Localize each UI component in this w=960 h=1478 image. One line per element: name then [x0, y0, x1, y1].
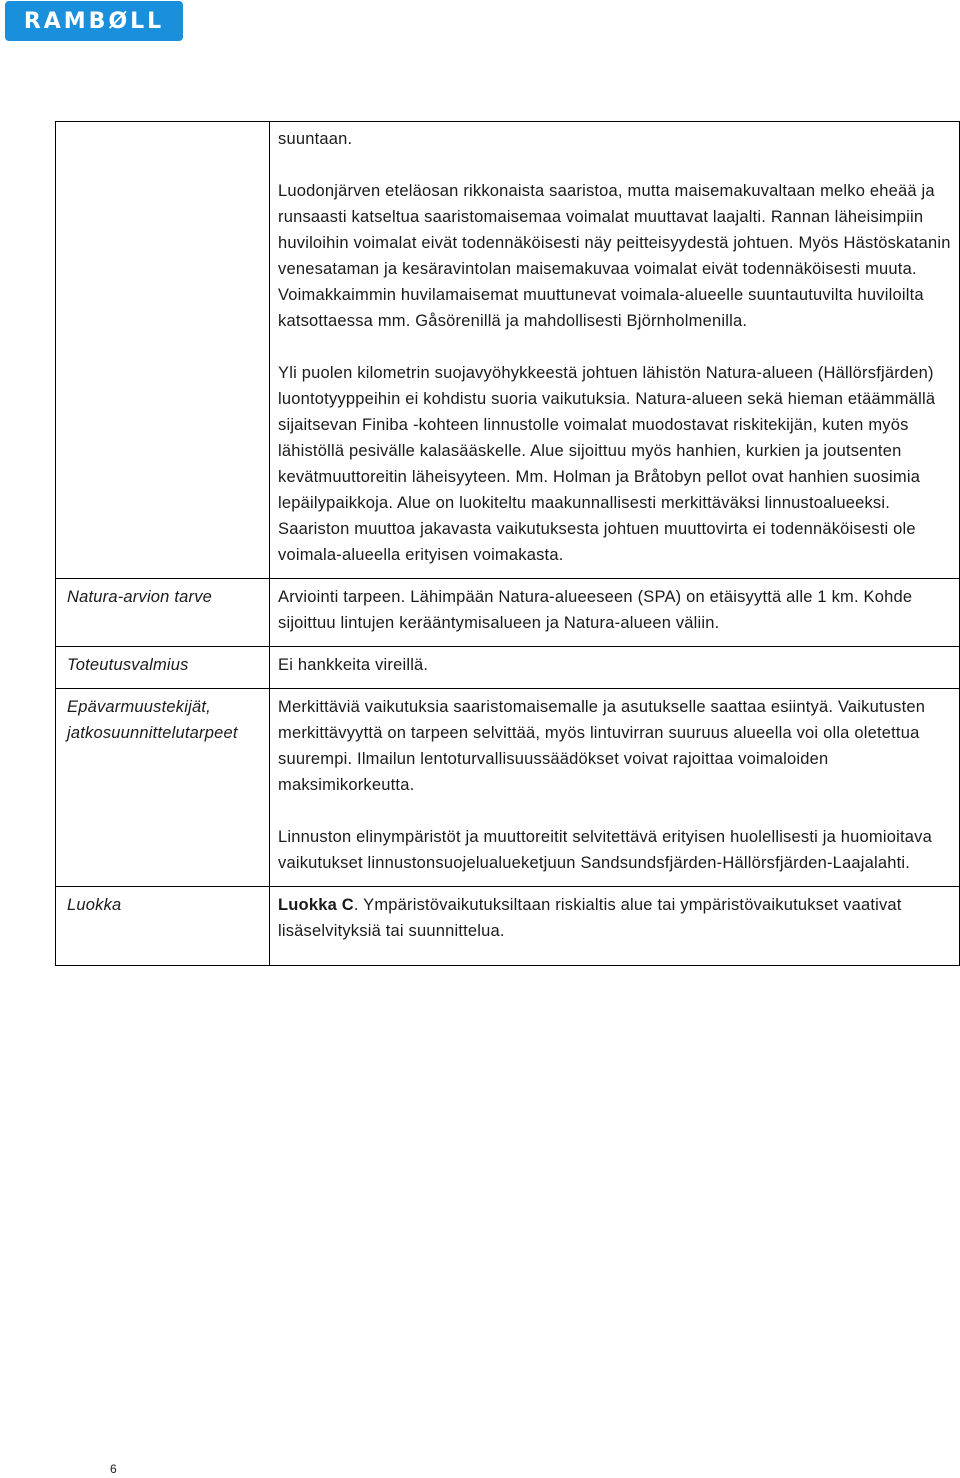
- paragraph: Linnuston elinympäristöt ja muuttoreitit selvitettävä erityisen huolellisesti ja huomioitava vaikutukset linnustonsuojelualueketjuun Sandsundsfjärden-Hällörsfjärden-Laajalahti.: [278, 828, 932, 872]
- paragraph: suuntaan.: [278, 130, 353, 148]
- row-content: [270, 689, 960, 887]
- row-content: [270, 579, 960, 647]
- table-row: [56, 887, 960, 966]
- table-row: [56, 122, 960, 579]
- paragraph: Yli puolen kilometrin suojavyöhykkeestä johtuen lähistön Natura-alueen (Hällörsfjärden) luontotyyppeihin ei kohdistu suoria vaikutuksia. Natura-alueen sekä hieman etäämmällä sijaitsevan Finiba -kohteen linnustolle voimalat muodostavat riskitekijän, kuten myös lähistöllä pesivälle kalasääskelle. Alue sijoittuu myös hanhien, kurkien ja joutsenten kevätmuuttoreitin läheisyyteen. Mm. Holman ja Bråtobyn pellot ovat hanhien suosimia lepäilypaikkoja. Alue on luokiteltu maakunnallisesti merkittäväksi linnustoalueeksi. Saariston muuttoa jakavasta vaikutuksesta johtuen muuttovirta ei todennäköisesti ole voimala-alueella erityisen voimakasta.: [278, 364, 936, 564]
- paragraph: Arviointi tarpeen. Lähimpään Natura-alueeseen (SPA) on etäisyyttä alle 1 km. Kohde sijoittuu lintujen kerääntymisalueen ja Natura-alueen väliin.: [278, 588, 913, 632]
- row-content: [270, 887, 960, 966]
- row-label-natura: Natura-arvion tarve: [56, 579, 270, 647]
- row-label-toteutusvalmius: Toteutusvalmius: [56, 647, 270, 689]
- paragraph: [278, 892, 953, 944]
- table-row: [56, 647, 960, 689]
- table-row: [56, 689, 960, 887]
- class-label: Luokka C: [278, 896, 354, 914]
- class-description: . Ympäristövaikutuksiltaan riskialtis alue tai ympäristövaikutukset vaativat lisäselvityksiä tai suunnittelua.: [278, 896, 902, 940]
- ramboll-logo: [5, 1, 183, 41]
- paragraph: Luodonjärven eteläosan rikkonaista saaristoa, mutta maisemakuvaltaan melko eheää ja runsaasti katseltua saaristomaisemaa voimalat muuttavat laajalti. Rannan läheisimpiin huviloihin voimalat eivät todennäköisesti näy peitteisyydestä johtuen. Myös Hästöskatanin venesataman ja kesäravintolan maisemakuvaa voimalat eivät todennäköisesti muuta. Voimakkaimmin huvilamaisemat muuttunevat voimala-alueelle suuntautuvilta huviloilta katsottaessa mm. Gåsörenillä ja mahdollisesti Björnholmenilla.: [278, 182, 951, 330]
- logo-text: RAMBØLL: [23, 8, 165, 34]
- row-content: [270, 647, 960, 689]
- row-content: [270, 122, 960, 579]
- assessment-table: [55, 121, 960, 966]
- paragraph: Ei hankkeita vireillä.: [278, 656, 429, 674]
- page-number: 6: [110, 1462, 117, 1476]
- paragraph: Merkittäviä vaikutuksia saaristomaisemalle ja asutukselle saattaa esiintyä. Vaikutusten merkittävyyttä on tarpeen selvittää, myös lintuvirran suuruus alueella voi olla oletettua suurempi. Ilmailun lentoturvallisuussäädökset voivat rajoittaa voimaloiden maksimikorkeutta.: [278, 698, 926, 794]
- table-row: [56, 579, 960, 647]
- row-label: [56, 122, 270, 579]
- row-label-luokka: Luokka: [56, 887, 270, 966]
- row-label-epavarmuustekijat: Epävarmuustekijät, jatkosuunnittelutarpeet: [56, 689, 270, 887]
